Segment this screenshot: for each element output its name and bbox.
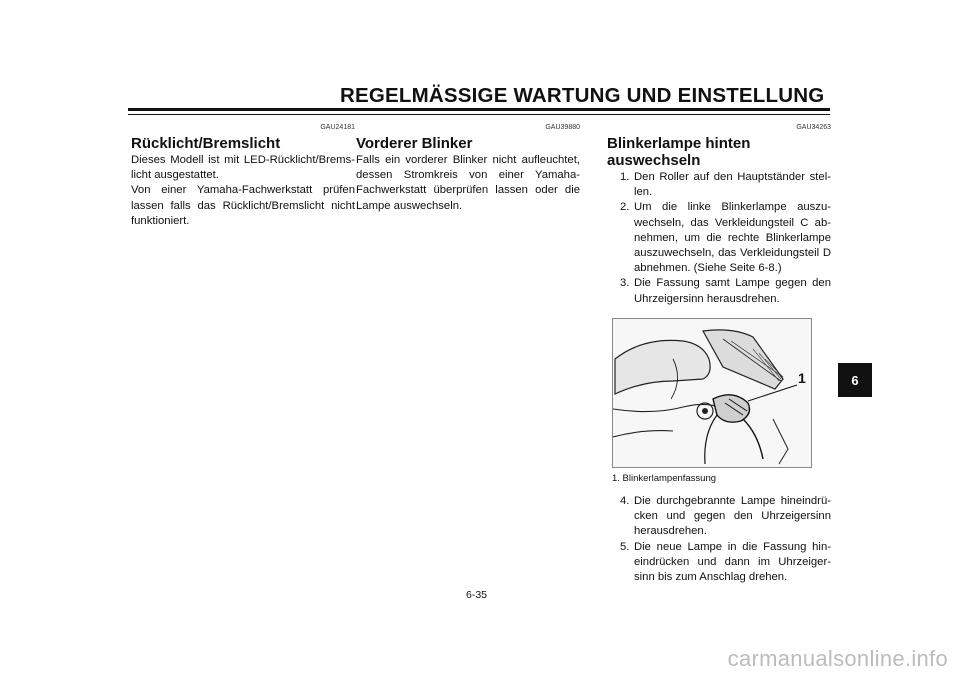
header-rule-thin <box>128 114 830 115</box>
column-rear-light <box>131 124 355 229</box>
callout-number: 1 <box>798 370 806 386</box>
step-text: Die neue Lampe in die Fassung hin- eindrücken und dann im Uhrzeiger- sinn bis zum Anschlag drehen. <box>634 540 831 584</box>
page-number: 6-35 <box>466 589 488 601</box>
paragraph: Falls ein vorderer Blinker nicht aufleuchtet, dessen Stromkreis von einer Yamaha-Fachwerkstatt überprüfen lassen oder die Lampe auswechseln. <box>356 154 580 212</box>
step-number: 4. <box>620 495 630 507</box>
list-item <box>607 170 831 200</box>
section-code: GAU24181 <box>320 124 355 131</box>
watermark: carmanualsonline.info <box>727 646 948 671</box>
list-item <box>607 276 831 306</box>
paragraph: Dieses Modell ist mit LED-Rücklicht/Brems- licht ausgestattet. <box>131 154 355 182</box>
step-number: 2. <box>620 201 630 214</box>
list-item <box>607 540 831 586</box>
paragraph: Von einer Yamaha-Fachwerkstatt prüfen lassen falls das Rücklicht/Bremslicht nicht funktioniert. <box>131 184 355 227</box>
illustration-drawing <box>613 319 811 467</box>
step-text: Die durchgebrannte Lampe hineindrü- cken und gegen den Uhrzeigersinn herausdrehen. <box>634 495 831 538</box>
list-item <box>607 200 831 276</box>
step-text: Um die linke Blinkerlampe auszu- wechseln, das Verkleidungsteil C ab- nehmen, um die rechte Blinkerlampe auszuwechseln, das Verkleidungsteil D abnehmen. (Siehe Seite 6-8.) <box>634 201 831 275</box>
header-rule-thick <box>128 108 830 111</box>
chapter-tab: 6 <box>838 363 872 397</box>
step-text: Die Fassung samt Lampe gegen den Uhrzeigersinn herausdrehen. <box>634 277 831 305</box>
step-number: 1. <box>620 171 630 183</box>
section-code: GAU34263 <box>796 124 831 131</box>
step-number: 5. <box>620 540 630 553</box>
section-heading: Vorderer Blinker <box>356 135 473 152</box>
instruction-list-continued <box>607 494 831 585</box>
page-title: REGELMÄSSIGE WARTUNG UND EINSTELLUNG <box>340 84 825 107</box>
column-front-indicator <box>356 124 580 214</box>
section-heading: Rücklicht/Bremslicht <box>131 135 281 152</box>
indicator-bulb-illustration <box>612 318 812 468</box>
column-rear-indicator <box>607 124 831 307</box>
section-code: GAU39880 <box>545 124 580 131</box>
section-heading: Blinkerlampe hinten auswechseln <box>607 135 751 169</box>
step-text: Den Roller auf den Hauptständer stel- len. <box>634 171 831 199</box>
step-number: 3. <box>620 277 630 290</box>
figure-caption: 1. Blinkerlampenfassung <box>612 473 717 484</box>
instruction-list <box>607 170 831 307</box>
list-item <box>607 494 831 540</box>
